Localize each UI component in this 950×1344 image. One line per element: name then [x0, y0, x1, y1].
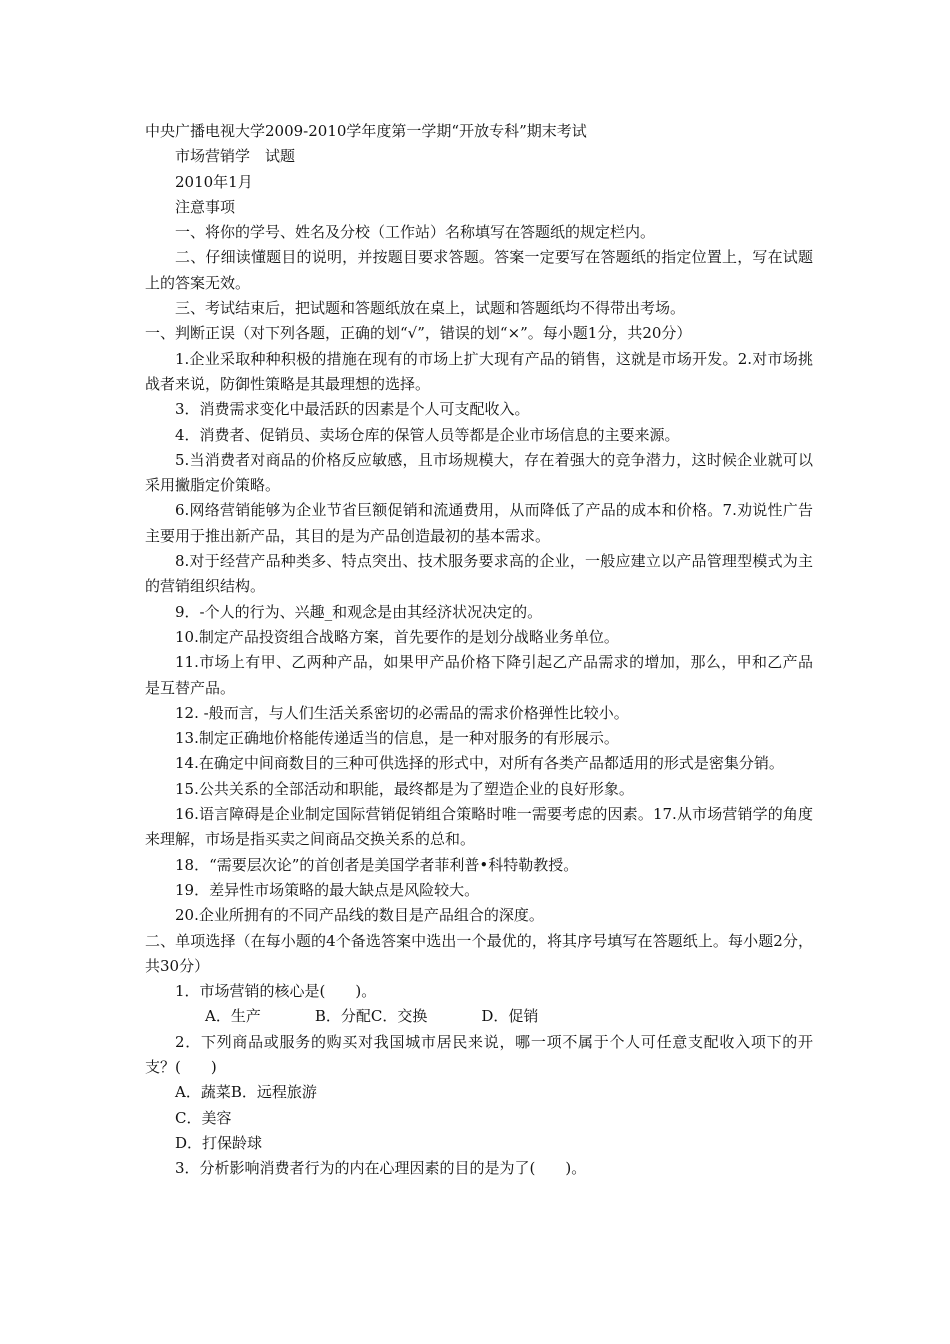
mc-question-stem: 1．市场营销的核心是( )。 — [175, 982, 377, 1001]
section1-heading: 一、判断正误（对下列各题，正确的划“√”，错误的划“×”。每小题1分，共20分） — [145, 324, 692, 343]
option-d: D．打保龄球 — [175, 1133, 263, 1152]
question-item: 15.公共关系的全部活动和职能，最终都是为了塑造企业的良好形象。 — [175, 779, 634, 798]
mc-question-stem: 2．下列商品或服务的购买对我国城市居民来说，哪一项不属于个人可任意支配收入项下的开支？( ) — [145, 1032, 813, 1076]
question-item: 11.市场上有甲、乙两种产品，如果甲产品价格下降引起乙产品需求的增加，那么，甲和乙产品是互替产品。 — [145, 653, 813, 697]
notice-heading: 注意事项 — [175, 197, 236, 216]
question-item: 1.企业采取种种积极的措施在现有的市场上扩大现有产品的销售，这就是市场开发。2.对市场挑战者来说，防御性策略是其最理想的选择。 — [145, 349, 813, 393]
question-item: 4．消费者、促销员、卖场仓库的保管人员等都是企业市场信息的主要来源。 — [175, 425, 680, 444]
question-item: 12. -般而言，与人们生活关系密切的必需品的需求价格弹性比较小。 — [175, 703, 629, 722]
option-ab: A．蔬菜B．远程旅游 — [175, 1083, 317, 1102]
question-item: 3．消费需求变化中最活跃的因素是个人可支配收入。 — [175, 400, 530, 419]
question-item: 20.企业所拥有的不同产品线的数目是产品组合的深度。 — [175, 906, 544, 925]
option-bc: B．分配C．交换 — [314, 1007, 428, 1026]
question-item: 13.制定正确地价格能传递适当的信息，是一种对服务的有形展示。 — [175, 729, 619, 748]
exam-title: 中央广播电视大学2009-2010学年度第一学期“开放专科”期末考试 — [145, 122, 587, 140]
question-item: 9．-个人的行为、兴趣_和观念是由其经济状况决定的。 — [175, 602, 543, 621]
notice-item: 二、仔细读懂题目的说明，并按题目要求答题。答案一定要写在答题纸的指定位置上，写在试题上的答案无效。 — [145, 248, 813, 292]
mc-options — [145, 1004, 813, 1029]
option-a: A．生产 — [205, 1007, 261, 1026]
exam-document — [145, 119, 813, 1181]
mc-question-stem: 3．分析影响消费者行为的内在心理因素的目的是为了( )。 — [175, 1159, 587, 1178]
question-item: 19．差异性市场策略的最大缺点是风险较大。 — [175, 880, 480, 899]
question-item: 16.语言障碍是企业制定国际营销促销组合策略时唯一需要考虑的因素。17.从市场营销学的角度来理解，市场是指买卖之间商品交换关系的总和。 — [145, 805, 813, 849]
question-item: 8.对于经营产品种类多、特点突出、技术服务要求高的企业，一般应建立以产品管理型模式为主的营销组织结构。 — [145, 552, 813, 596]
notice-item: 三、考试结束后，把试题和答题纸放在桌上，试题和答题纸均不得带出考场。 — [175, 299, 686, 318]
exam-subject: 市场营销学 试题 — [175, 147, 296, 166]
question-item: 5.当消费者对商品的价格反应敏感，且市场规模大，存在着强大的竞争潜力，这时候企业就可以采用撇脂定价策略。 — [145, 450, 813, 495]
question-item: 10.制定产品投资组合战略方案，首先要作的是划分战略业务单位。 — [175, 627, 619, 646]
question-item: 6.网络营销能够为企业节省巨额促销和流通费用，从而降低了产品的成本和价格。7.劝说性广告主要用于推出新产品，其目的是为产品创造最初的基本需求。 — [145, 501, 813, 545]
exam-date: 2010年1月 — [175, 172, 253, 191]
notice-item: 一、将你的学号、姓名及分校（工作站）名称填写在答题纸的规定栏内。 — [175, 223, 656, 242]
option-d: D．促销 — [481, 1007, 539, 1026]
section2-heading: 二、单项选择（在每小题的4个备选答案中选出一个最优的，将其序号填写在答题纸上。每小题2分，共30分） — [145, 931, 813, 975]
option-c: C．美容 — [175, 1108, 232, 1127]
question-item: 14.在确定中间商数目的三种可供选择的形式中，对所有各类产品都适用的形式是密集分销。 — [175, 754, 784, 773]
question-item: 18．“需要层次论”的首创者是美国学者菲利普•科特勒教授。 — [175, 855, 579, 874]
